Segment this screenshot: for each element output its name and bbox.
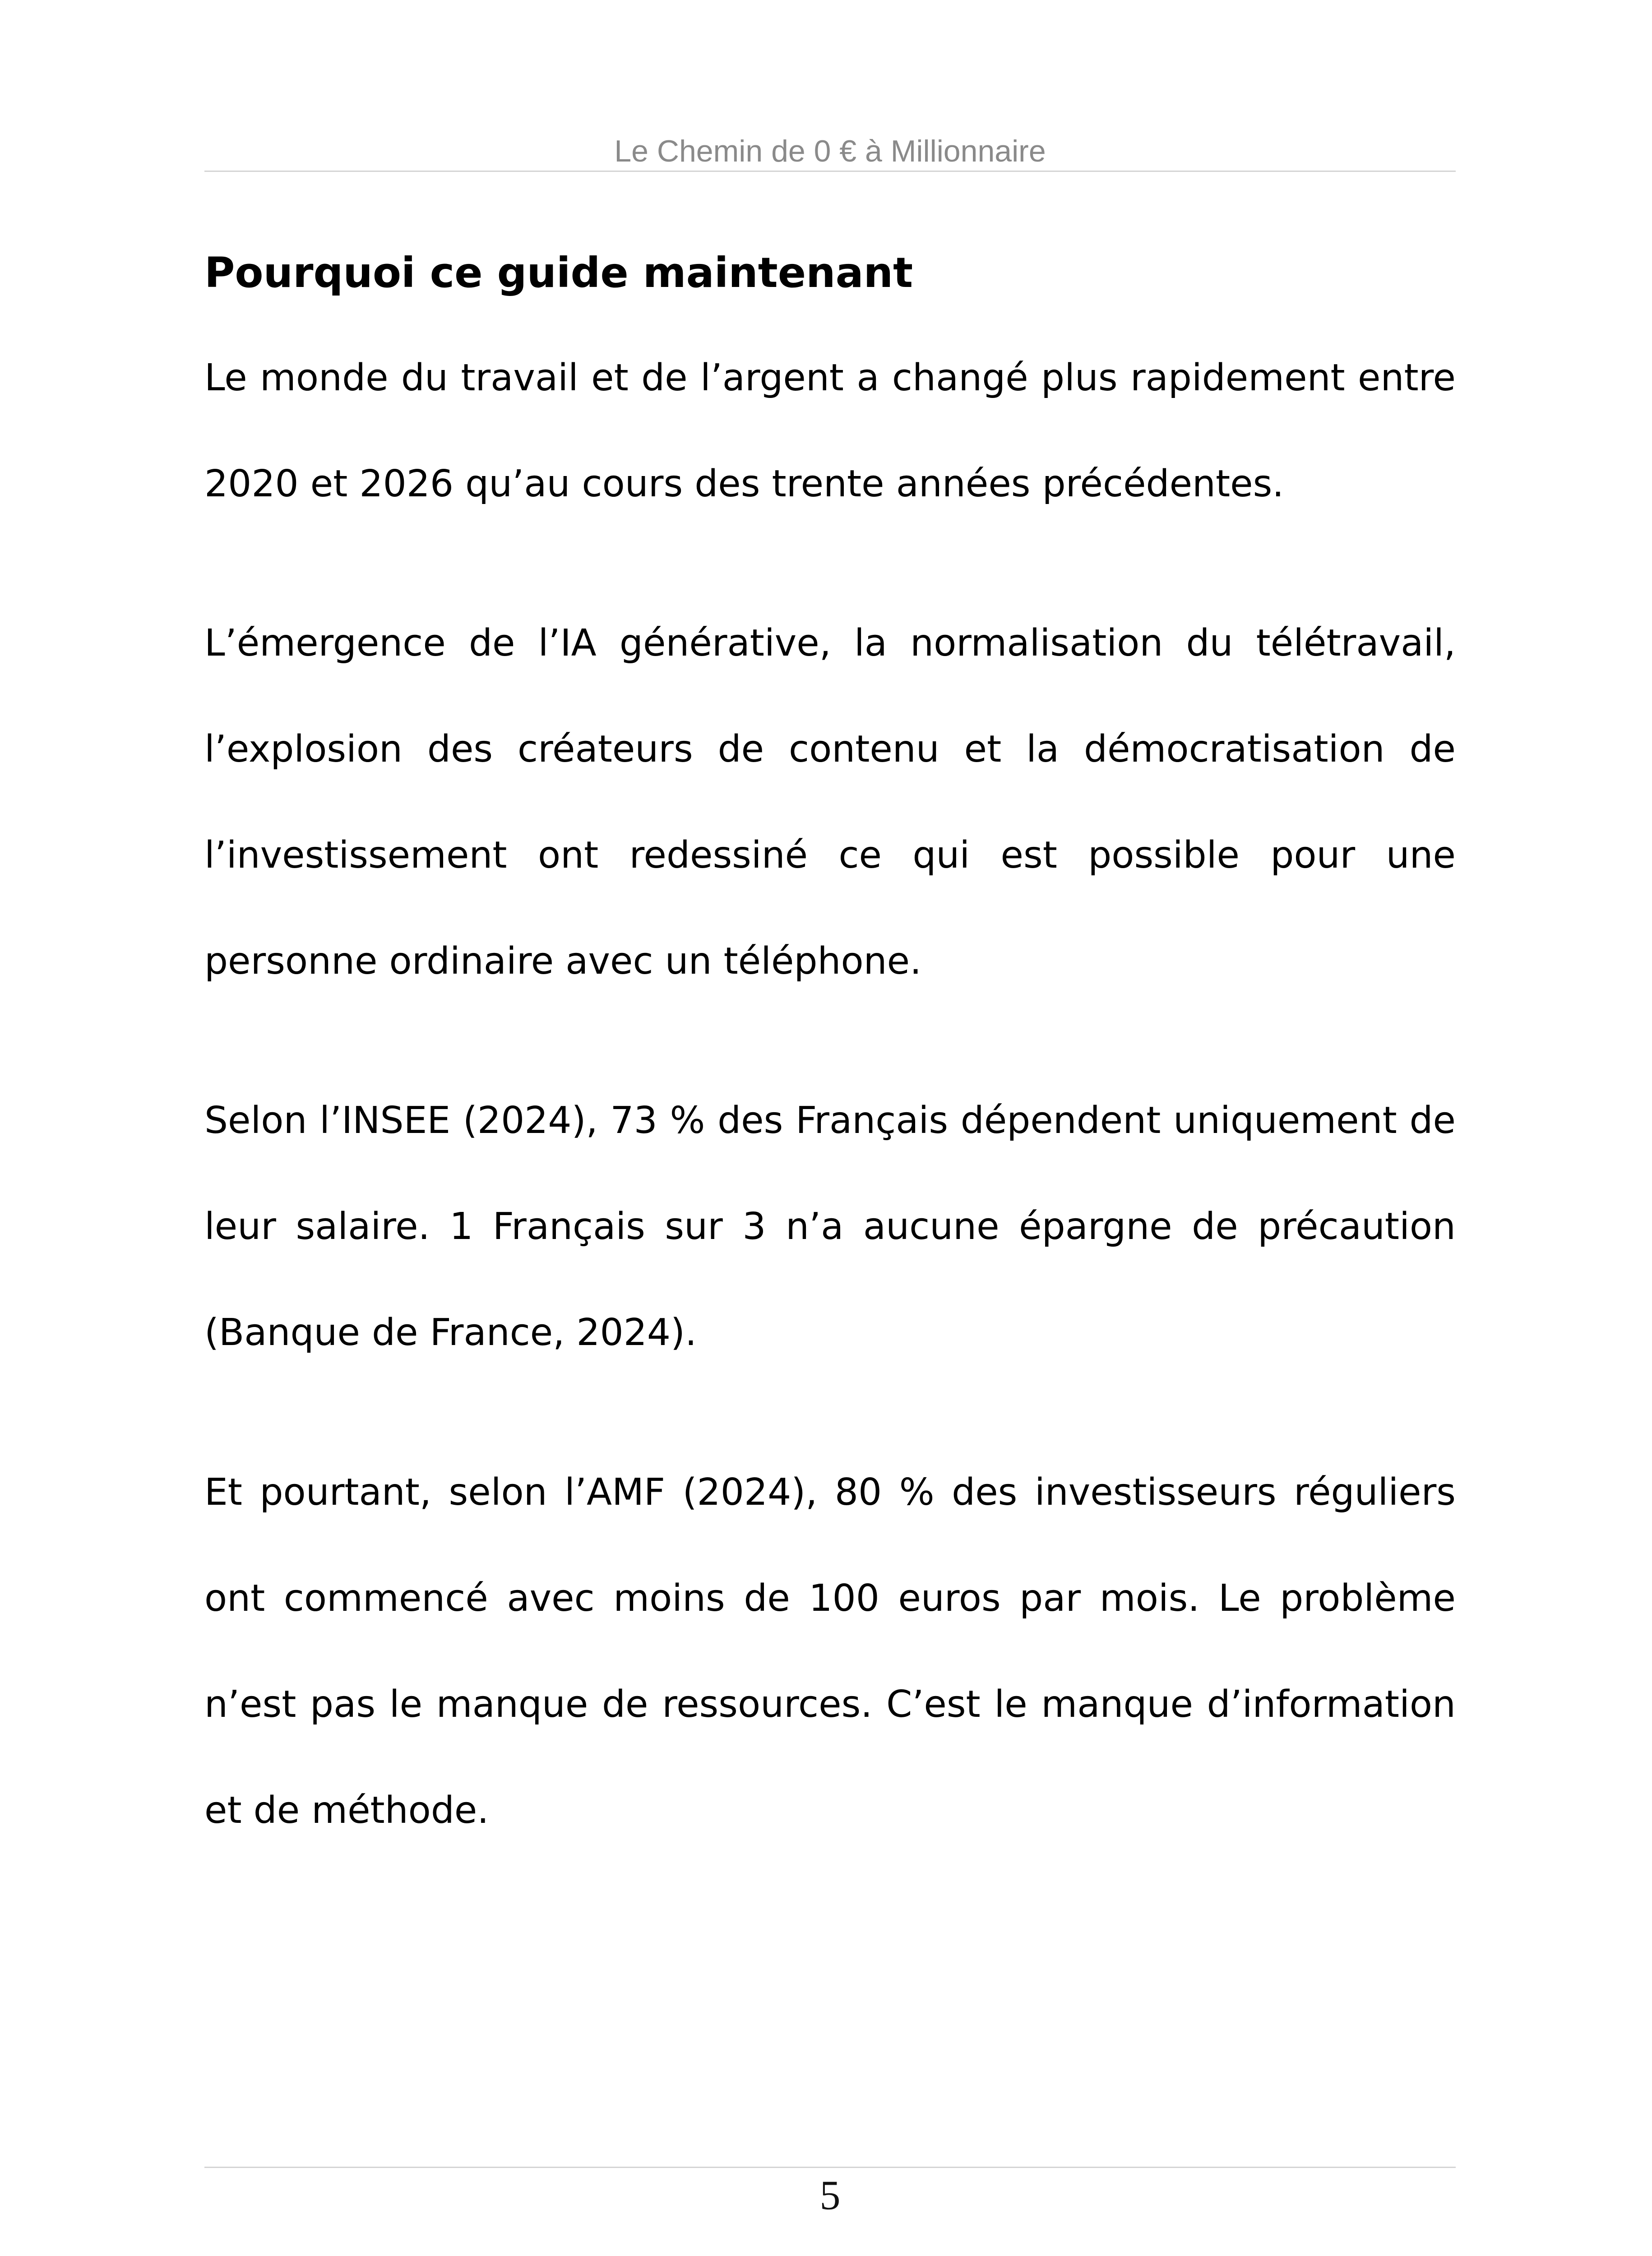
running-header-title: Le Chemin de 0 € à Millionnaire xyxy=(614,134,1046,168)
paragraph-changes: L’émergence de l’IA générative, la normalisation du télétravail, l’explosion des créateurs de contenu et la démocratisation de l’investissement ont redessiné ce qui est possible pour une personne ordinaire avec un téléphone. xyxy=(204,622,1456,983)
paragraph-conclusion: Et pourtant, selon l’AMF (2024), 80 % des investisseurs réguliers ont commencé avec moins de 100 euros par mois. Le problème n’est pas le manque de ressources. C’est le manque d’information et de méthode. xyxy=(204,1471,1456,1832)
section-title: Pourquoi ce guide maintenant xyxy=(204,249,913,297)
paragraph-statistics: Selon l’INSEE (2024), 73 % des Français dépendent uniquement de leur salaire. 1 Français sur 3 n’a aucune épargne de précaution (Banque de France, 2024). xyxy=(204,1099,1456,1354)
header-divider xyxy=(204,171,1456,172)
page-number: 5 xyxy=(819,2172,841,2218)
paragraph-intro: Le monde du travail et de l’argent a changé plus rapidement entre 2020 et 2026 qu’au cours des trente années précédentes. xyxy=(204,356,1456,505)
